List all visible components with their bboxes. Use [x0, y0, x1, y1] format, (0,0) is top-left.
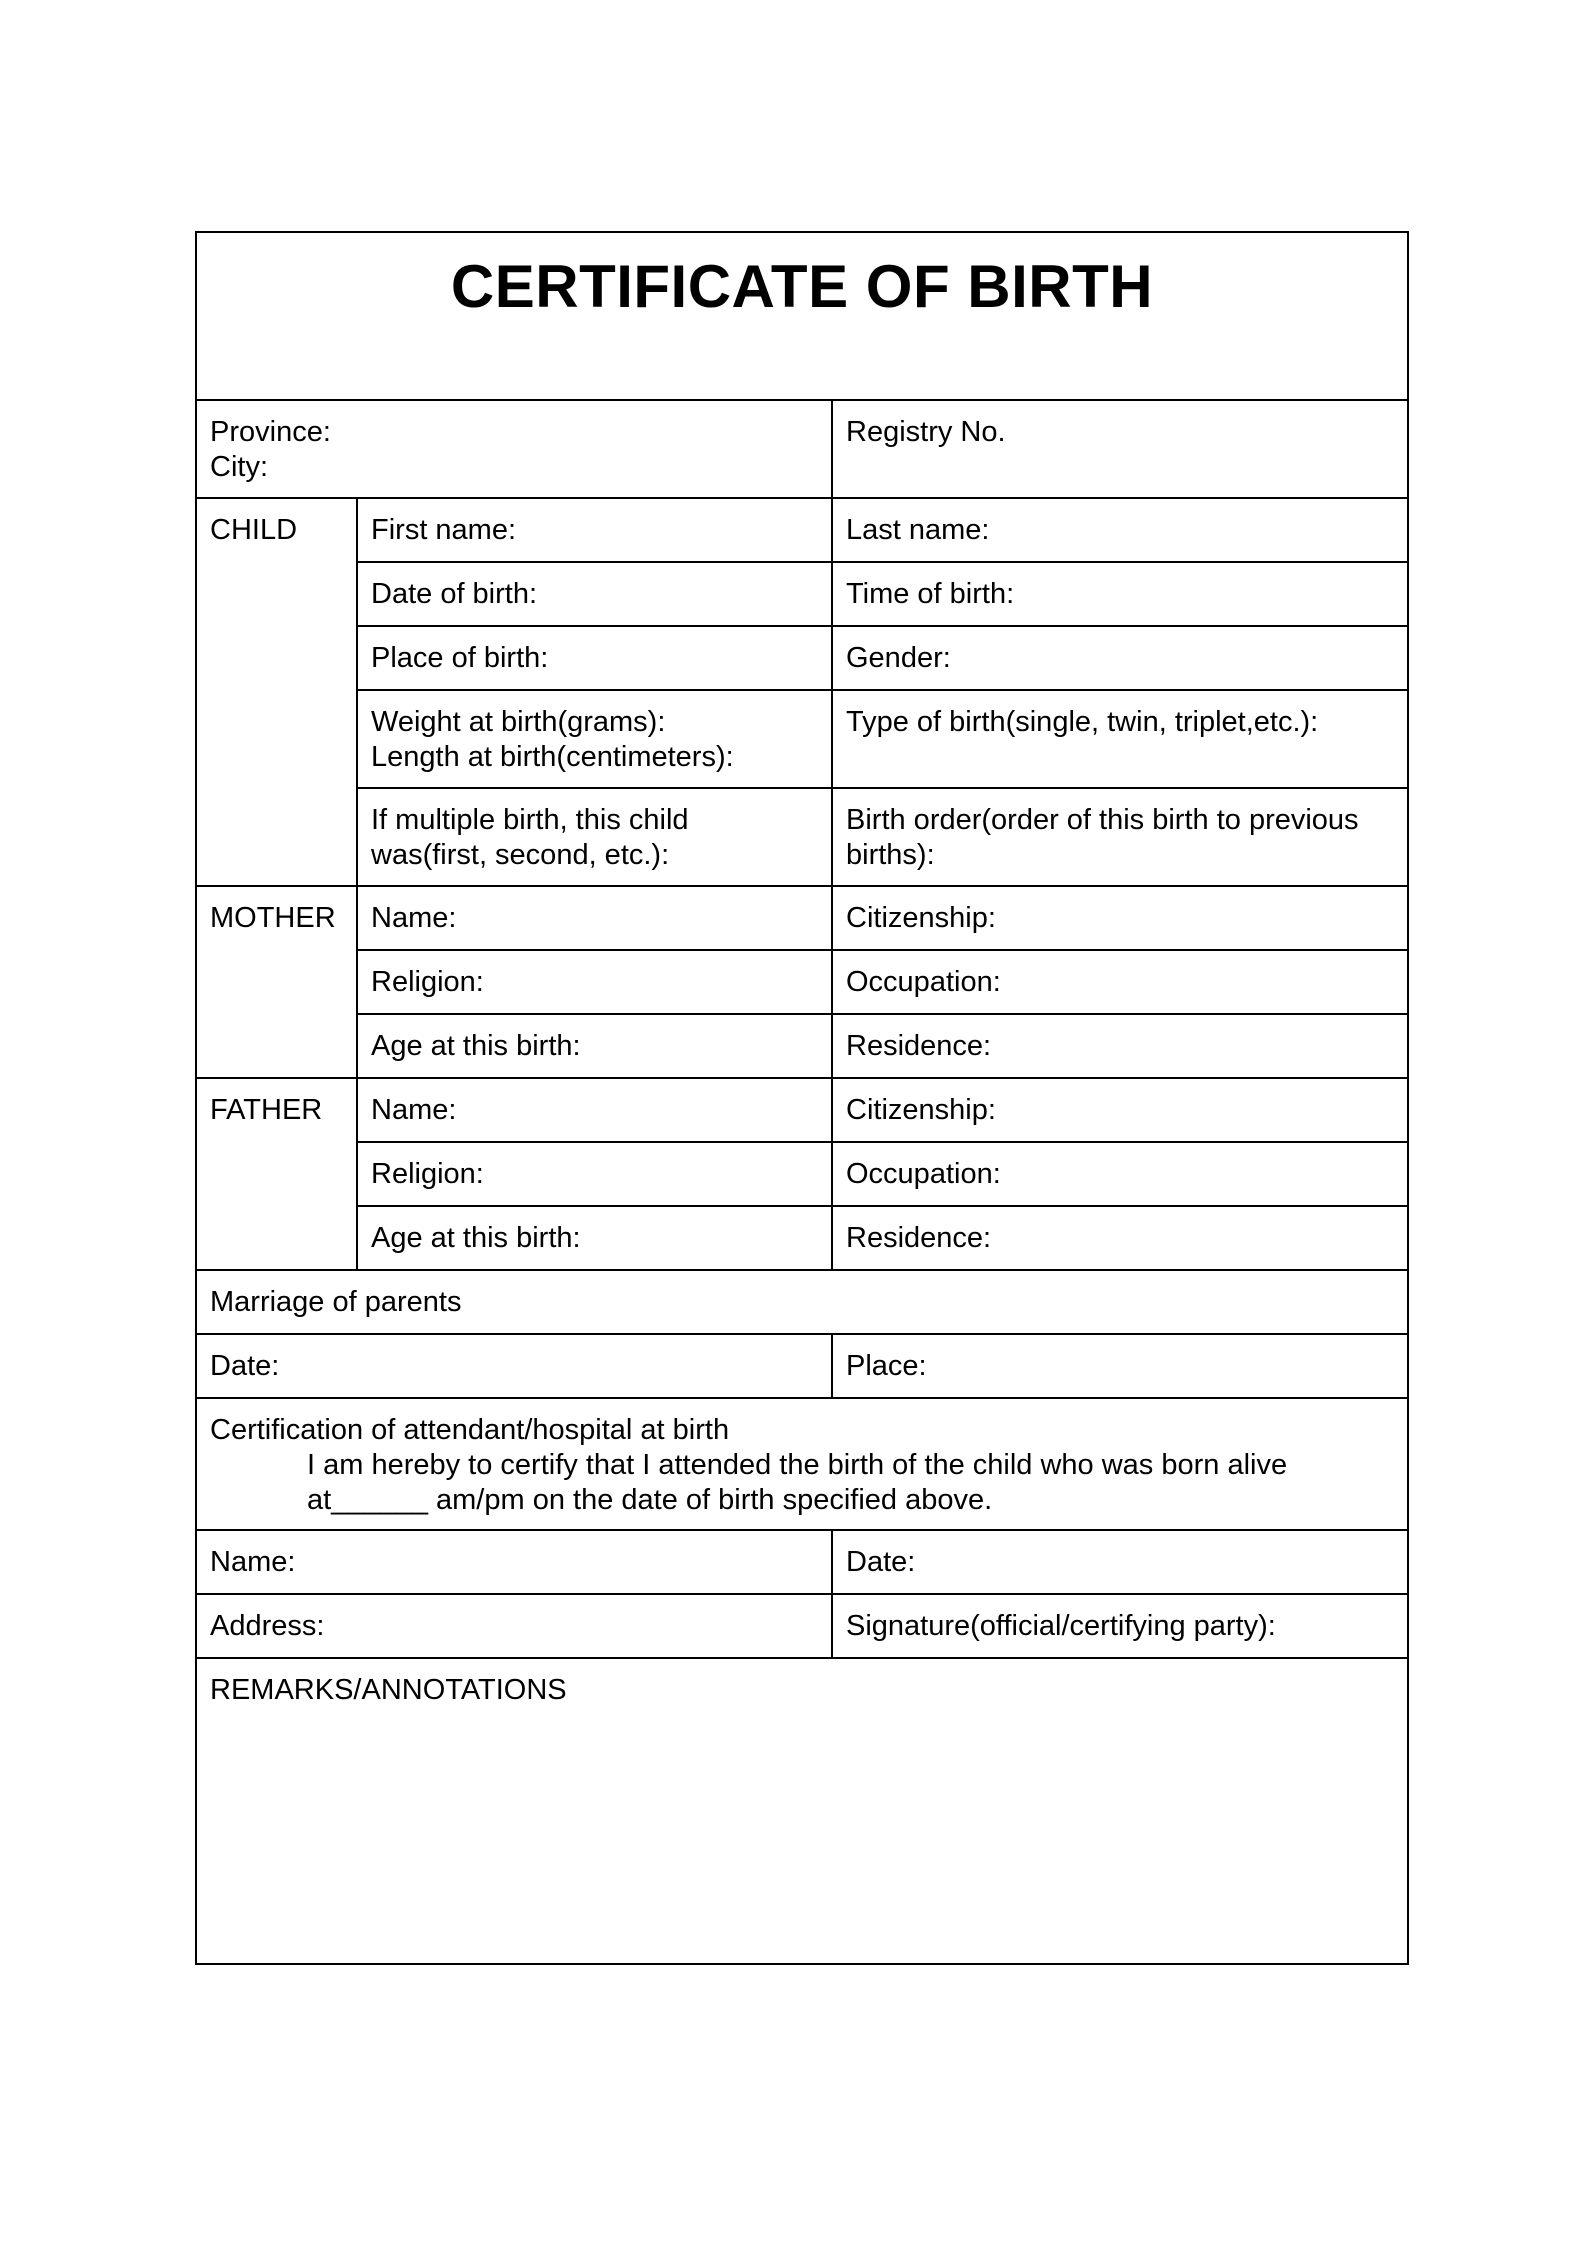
attendant-date-field[interactable]: Date: [832, 1530, 1408, 1594]
marriage-heading: Marriage of parents [196, 1270, 1408, 1334]
attendant-name-field[interactable]: Name: [196, 1530, 832, 1594]
child-date-of-birth-field[interactable]: Date of birth: [357, 562, 832, 626]
title-cell [196, 232, 1408, 400]
registry-label: Registry No. [846, 416, 1006, 448]
certification-heading: Certification of attendant/hospital at birth [210, 1414, 730, 1446]
father-name-field[interactable]: Name: [357, 1078, 832, 1142]
child-birth-order-field[interactable] [832, 788, 1408, 886]
child-length-label: Length at birth(centimeters): [371, 741, 734, 773]
child-multiple-birth-label-2: was(first, second, etc.): [371, 839, 670, 871]
father-age-field[interactable]: Age at this birth: [357, 1206, 832, 1270]
mother-section-label: MOTHER [196, 886, 357, 1078]
child-type-of-birth-field[interactable]: Type of birth(single, twin, triplet,etc.): [832, 690, 1408, 788]
certification-statement-line-1: I am hereby to certify that I attended the birth of the child who was born alive [307, 1449, 1288, 1481]
father-citizenship-field[interactable]: Citizenship: [832, 1078, 1408, 1142]
attendant-address-field[interactable]: Address: [196, 1594, 832, 1658]
child-weight-label: Weight at birth(grams): [371, 706, 666, 738]
province-label: Province: [210, 416, 331, 448]
certificate-title: CERTIFICATE OF BIRTH [450, 253, 1154, 320]
child-birth-order-label-2: births): [846, 839, 935, 871]
father-occupation-field[interactable]: Occupation: [832, 1142, 1408, 1206]
mother-citizenship-field[interactable]: Citizenship: [832, 886, 1408, 950]
child-weight-length-field[interactable] [357, 690, 832, 788]
child-time-of-birth-field[interactable]: Time of birth: [832, 562, 1408, 626]
mother-residence-field[interactable]: Residence: [832, 1014, 1408, 1078]
certification-cell [196, 1398, 1408, 1530]
child-section-label: CHILD [196, 498, 357, 886]
mother-religion-field[interactable]: Religion: [357, 950, 832, 1014]
marriage-place-field[interactable]: Place: [832, 1334, 1408, 1398]
marriage-date-field[interactable]: Date: [196, 1334, 832, 1398]
mother-name-field[interactable]: Name: [357, 886, 832, 950]
certification-statement-line-2: at______ am/pm on the date of birth specified above. [307, 1484, 993, 1516]
province-city-cell[interactable] [196, 400, 832, 498]
attendant-signature-field[interactable]: Signature(official/certifying party): [832, 1594, 1408, 1658]
birth-certificate-form [195, 231, 1409, 1965]
mother-age-field[interactable]: Age at this birth: [357, 1014, 832, 1078]
child-multiple-birth-label-1: If multiple birth, this child [371, 804, 689, 836]
city-label: City: [210, 451, 268, 483]
remarks-heading: REMARKS/ANNOTATIONS [210, 1674, 567, 1706]
child-gender-field[interactable]: Gender: [832, 626, 1408, 690]
child-first-name-field[interactable]: First name: [357, 498, 832, 562]
father-section-label: FATHER [196, 1078, 357, 1270]
father-residence-field[interactable]: Residence: [832, 1206, 1408, 1270]
child-multiple-birth-field[interactable] [357, 788, 832, 886]
child-last-name-field[interactable]: Last name: [832, 498, 1408, 562]
child-place-of-birth-field[interactable]: Place of birth: [357, 626, 832, 690]
registry-cell[interactable] [832, 400, 1408, 498]
child-birth-order-label-1: Birth order(order of this birth to previous [846, 804, 1359, 836]
mother-occupation-field[interactable]: Occupation: [832, 950, 1408, 1014]
father-religion-field[interactable]: Religion: [357, 1142, 832, 1206]
remarks-field[interactable] [196, 1658, 1408, 1964]
